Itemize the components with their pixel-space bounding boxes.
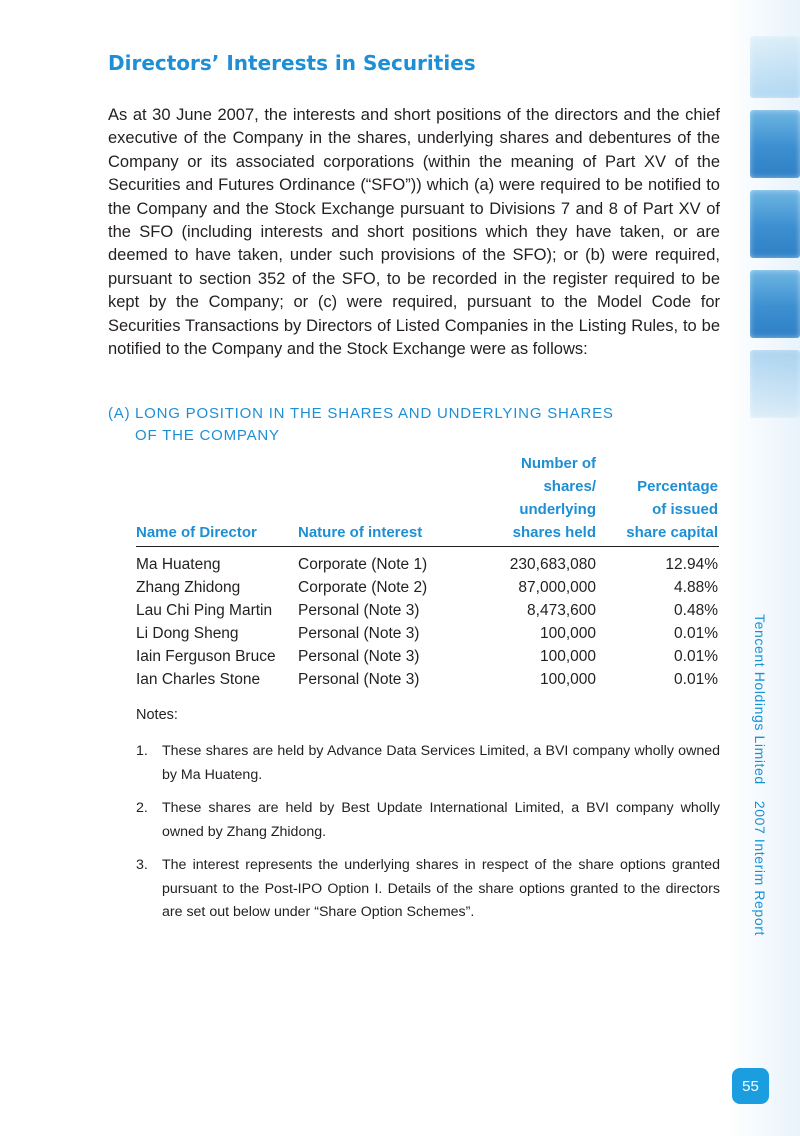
page-title: Directors’ Interests in Securities — [108, 51, 476, 75]
decor-tile — [750, 36, 800, 98]
side-decoration-tiles — [744, 36, 800, 436]
cell-percentage: 12.94% — [665, 556, 718, 573]
header-pct-line: Percentage — [637, 478, 718, 495]
cell-percentage: 0.48% — [674, 602, 718, 619]
page-number-badge: 55 — [732, 1068, 769, 1104]
header-shares-line: underlying — [519, 501, 596, 518]
cell-shares: 230,683,080 — [509, 556, 596, 573]
table-row — [136, 671, 719, 694]
note-text: These shares are held by Best Update International Limited, a BVI company wholly owned by Zhang Zhidong. — [162, 800, 720, 840]
decor-tile — [750, 350, 800, 418]
note-item — [136, 740, 720, 787]
cell-nature: Personal (Note 3) — [298, 671, 420, 688]
cell-nature: Corporate (Note 2) — [298, 579, 428, 596]
cell-name: Iain Ferguson Bruce — [136, 648, 276, 665]
cell-nature: Personal (Note 3) — [298, 625, 420, 642]
notes-title: Notes: — [136, 707, 178, 723]
header-percentage — [578, 475, 718, 544]
cell-name: Zhang Zhidong — [136, 579, 241, 596]
cell-percentage: 4.88% — [674, 579, 718, 596]
note-text: The interest represents the underlying shares in respect of the share options granted pursuant to the Post-IPO Option I. Details of the share options granted to the directors are set out below under “Share Option Schemes”. — [162, 857, 720, 920]
table-row — [136, 648, 719, 671]
header-shares-line: shares/ — [543, 478, 596, 495]
decor-tile — [750, 110, 800, 178]
section-heading-line1 — [108, 403, 614, 425]
directors-table — [136, 556, 719, 694]
table-row — [136, 602, 719, 625]
header-pct-line: of issued — [652, 501, 718, 518]
cell-name: Lau Chi Ping Martin — [136, 602, 273, 619]
table-row — [136, 579, 719, 602]
section-label: (A) — [108, 405, 131, 422]
table-row — [136, 556, 719, 579]
cell-nature: Personal (Note 3) — [298, 602, 420, 619]
section-heading — [108, 403, 614, 447]
cell-nature: Personal (Note 3) — [298, 648, 420, 665]
intro-paragraph: As at 30 June 2007, the interests and short positions of the directors and the chief executive of the Company in the shares, underlying shares and debentures of the Company or its associated corporations (within the meaning of Part XV of the Securities and Futures Ordinance (“SFO”)) which (a) were required to be notified to the Company and the Stock Exchange pursuant to Divisions 7 and 8 of Part XV of the SFO (including interests and short positions which they have taken, or are deemed to have taken, under such provisions of the SFO); or (b) were required, pursuant to section 352 of the SFO, to be recorded in the register required to be kept by the Company; or (c) were required, pursuant to the Model Code for Securities Transactions by Directors of Listed Companies in the Listing Rules, to be notified to the Company and the Stock Exchange were as follows: — [108, 106, 720, 359]
note-item — [136, 797, 720, 844]
header-shares — [436, 452, 596, 544]
header-name-of-director: Name of Director — [136, 524, 257, 541]
header-shares-line: shares held — [512, 524, 596, 541]
table-row — [136, 625, 719, 648]
cell-name: Ma Huateng — [136, 556, 221, 573]
note-text: These shares are held by Advance Data Services Limited, a BVI company wholly owned by Ma Huateng. — [162, 743, 720, 783]
cell-shares: 100,000 — [539, 671, 596, 688]
section-title-line2: OF THE COMPANY — [135, 427, 280, 444]
note-number: 1. — [136, 743, 148, 759]
side-running-title — [752, 614, 768, 936]
cell-shares: 100,000 — [539, 648, 596, 665]
side-company-name: Tencent Holdings Limited — [752, 614, 768, 785]
note-number: 2. — [136, 800, 148, 816]
section-title-line1: LONG POSITION IN THE SHARES AND UNDERLYING SHARES — [135, 405, 614, 422]
header-shares-line: Number of — [521, 455, 596, 472]
cell-shares: 87,000,000 — [518, 579, 596, 596]
cell-percentage: 0.01% — [674, 671, 718, 688]
note-item — [136, 854, 720, 925]
side-report-name: 2007 Interim Report — [752, 800, 768, 936]
decor-tile — [750, 190, 800, 258]
header-pct-line: share capital — [626, 524, 718, 541]
note-number: 3. — [136, 857, 148, 873]
cell-name: Li Dong Sheng — [136, 625, 239, 642]
decor-tile — [750, 270, 800, 338]
cell-percentage: 0.01% — [674, 625, 718, 642]
cell-name: Ian Charles Stone — [136, 671, 261, 688]
cell-shares: 8,473,600 — [527, 602, 596, 619]
cell-percentage: 0.01% — [674, 648, 718, 665]
table-header-rule — [136, 546, 719, 547]
header-nature-of-interest: Nature of interest — [298, 524, 423, 541]
cell-nature: Corporate (Note 1) — [298, 556, 428, 573]
cell-shares: 100,000 — [539, 625, 596, 642]
